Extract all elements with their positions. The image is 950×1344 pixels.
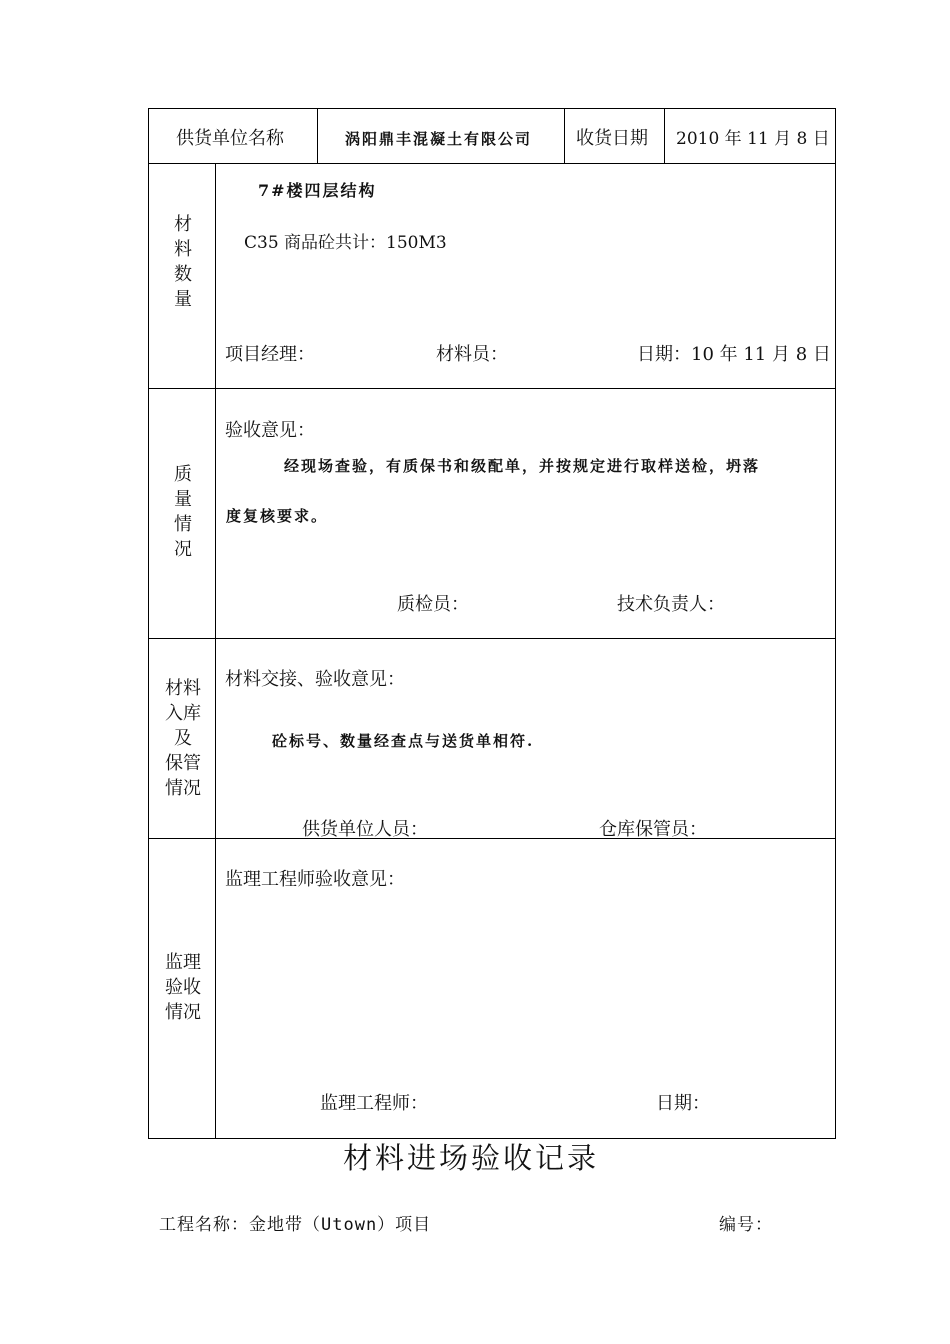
- receive-date-label: 收货日期: [576, 128, 648, 149]
- material-qty-side-text: 材 料 数 量: [174, 214, 192, 310]
- storage-side-text-4: 保管: [165, 753, 201, 774]
- row-line-2: [148, 388, 836, 389]
- label-column-divider: [215, 163, 216, 1139]
- supervision-date-label: 日期：: [656, 1093, 710, 1114]
- table-top-border: [148, 108, 836, 109]
- supplier-value: 涡阳鼎丰混凝土有限公司: [345, 130, 533, 148]
- header-divider-2: [564, 108, 565, 164]
- storage-opinion-label: 材料交接、验收意见：: [225, 669, 405, 690]
- row-line-3: [148, 638, 836, 639]
- storage-side-text-2: 入库: [165, 703, 201, 724]
- document-title: 材料进场验收记录: [343, 1141, 600, 1175]
- supervision-opinion-label: 监理工程师验收意见：: [225, 869, 405, 890]
- header-divider-1: [317, 108, 318, 164]
- material-clerk-label: 材料员：: [436, 344, 508, 365]
- supervision-side-label: [158, 950, 208, 1025]
- supplier-person-label: 供货单位人员：: [302, 819, 428, 840]
- supervision-side-text-1: 监理: [165, 952, 201, 973]
- storage-side-text-3: 及: [174, 728, 192, 749]
- supervision-side-text-2: 验收: [165, 977, 201, 998]
- warehouse-keeper-label: 仓库保管员：: [599, 819, 707, 840]
- row-line-1: [148, 163, 836, 164]
- storage-text: 砼标号、数量经查点与送货单相符.: [272, 732, 535, 750]
- tech-lead-label: 技术负责人：: [617, 594, 725, 615]
- supplier-label: 供货单位名称: [176, 128, 284, 149]
- table-right-border: [835, 108, 836, 1139]
- row-line-4: [148, 838, 836, 839]
- material-location: 7#楼四层结构: [258, 181, 377, 200]
- quality-side-label: [170, 462, 196, 562]
- document-number-label: 编号：: [719, 1215, 773, 1235]
- receive-date-value: 2010 年 11 月 8 日: [676, 129, 830, 149]
- table-left-border: [148, 108, 149, 1139]
- quality-opinion-label: 验收意见：: [225, 420, 315, 441]
- supervision-engineer-label: 监理工程师：: [320, 1093, 428, 1114]
- header-divider-3: [664, 108, 665, 164]
- material-date-label: 日期：10 年 11 月 8 日: [637, 344, 831, 365]
- storage-side-text-5: 情况: [165, 778, 201, 799]
- storage-side-label: [158, 676, 208, 801]
- quality-inspector-label: 质检员：: [397, 594, 469, 615]
- project-manager-label: 项目经理：: [225, 344, 315, 365]
- quality-text-line2: 度复核要求。: [226, 507, 329, 525]
- material-content: C35 商品砼共计：150M3: [244, 233, 447, 253]
- quality-text-line1: 经现场查验，有质保书和级配单，并按规定进行取样送检，坍落: [284, 457, 761, 475]
- material-qty-side-label: [170, 212, 196, 312]
- quality-side-text: 质 量 情 况: [174, 464, 192, 560]
- supervision-side-text-3: 情况: [165, 1002, 201, 1023]
- storage-side-text-1: 材料: [165, 678, 201, 699]
- project-name-label: 工程名称：金地带（Utown）项目: [159, 1215, 432, 1235]
